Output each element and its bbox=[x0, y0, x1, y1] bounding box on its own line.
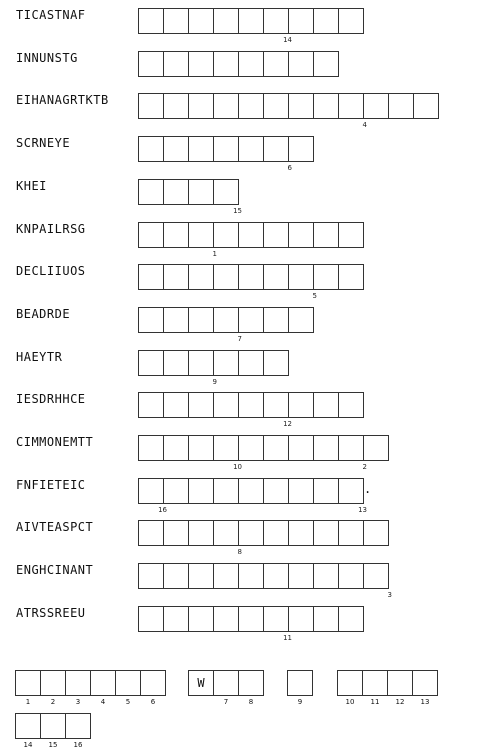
letter-box[interactable] bbox=[288, 606, 314, 632]
letter-box[interactable] bbox=[138, 435, 164, 461]
letter-box[interactable] bbox=[313, 606, 339, 632]
letter-box[interactable] bbox=[188, 520, 214, 546]
box-number: 8 bbox=[248, 698, 254, 706]
letter-box[interactable] bbox=[163, 392, 189, 418]
answer-word-group bbox=[287, 670, 313, 706]
letter-box[interactable] bbox=[313, 563, 339, 589]
letter-box[interactable] bbox=[188, 350, 217, 386]
answer-boxes bbox=[138, 136, 314, 173]
letter-box[interactable] bbox=[188, 264, 214, 290]
letter-box[interactable] bbox=[138, 93, 164, 119]
letter-box[interactable] bbox=[338, 478, 367, 514]
letter-box[interactable] bbox=[188, 51, 214, 77]
letter-box[interactable] bbox=[363, 520, 389, 546]
final-letter-box[interactable] bbox=[238, 670, 264, 706]
answer-boxes bbox=[138, 222, 364, 258]
letter-box[interactable] bbox=[238, 136, 264, 162]
scrambled-word: HAEYTR bbox=[16, 349, 63, 364]
letter-box[interactable] bbox=[213, 307, 242, 343]
box-number: 1 bbox=[25, 698, 31, 706]
final-letter-box[interactable] bbox=[15, 670, 41, 706]
box-number: 6 bbox=[287, 164, 292, 173]
letter-box[interactable] bbox=[138, 520, 164, 546]
letter-box[interactable] bbox=[238, 392, 264, 418]
letter-box[interactable] bbox=[138, 179, 164, 205]
letter-box[interactable] bbox=[263, 478, 289, 504]
letter-box[interactable] bbox=[288, 478, 314, 504]
letter-box[interactable] bbox=[263, 307, 289, 333]
final-letter-box[interactable] bbox=[40, 670, 66, 706]
answer-boxes bbox=[138, 563, 392, 600]
letter-box[interactable] bbox=[163, 350, 189, 376]
letter-box[interactable] bbox=[188, 563, 214, 589]
letter-box[interactable] bbox=[138, 51, 164, 77]
final-letter-box[interactable] bbox=[362, 670, 388, 706]
answer-boxes bbox=[138, 520, 389, 557]
scrambled-word: BEADRDE bbox=[16, 306, 71, 321]
box-number: 5 bbox=[312, 292, 317, 301]
final-letter-box[interactable] bbox=[337, 670, 363, 706]
letter-box[interactable] bbox=[213, 563, 239, 589]
answer-word-group bbox=[15, 713, 91, 749]
letter-box[interactable] bbox=[213, 478, 239, 504]
letter-box[interactable] bbox=[263, 606, 292, 642]
final-letter-box[interactable] bbox=[40, 713, 66, 749]
answer-word-group bbox=[337, 670, 438, 706]
letter-box[interactable] bbox=[238, 563, 264, 589]
letter-box[interactable] bbox=[188, 435, 214, 461]
scrambled-word: CIMMONEMTT bbox=[16, 435, 94, 449]
box-number: 13 bbox=[420, 698, 430, 706]
letter-box[interactable] bbox=[188, 8, 214, 34]
box-number: 9 bbox=[297, 698, 303, 706]
letter-box[interactable] bbox=[263, 435, 289, 461]
letter-box[interactable] bbox=[263, 51, 289, 77]
letter-box[interactable] bbox=[238, 222, 264, 248]
scrambled-word: KHEI bbox=[16, 178, 47, 193]
letter-box[interactable] bbox=[138, 307, 164, 333]
final-letter-box[interactable] bbox=[412, 670, 438, 706]
letter-box[interactable] bbox=[163, 435, 189, 461]
letter-box[interactable] bbox=[288, 8, 314, 34]
letter-box[interactable] bbox=[338, 93, 367, 130]
letter-box[interactable] bbox=[213, 222, 239, 248]
letter-box[interactable] bbox=[288, 520, 314, 546]
answer-word-group bbox=[188, 670, 264, 706]
answer-boxes bbox=[138, 478, 367, 514]
final-letter-box[interactable] bbox=[65, 670, 91, 706]
letter-box[interactable] bbox=[138, 222, 164, 248]
scrambled-word: INNUNSTG bbox=[16, 50, 78, 65]
box-number: 2 bbox=[50, 698, 56, 706]
box-number: 11 bbox=[370, 698, 380, 706]
final-letter-box[interactable] bbox=[115, 670, 141, 706]
letter-box[interactable] bbox=[288, 563, 314, 589]
letter-box[interactable] bbox=[238, 8, 264, 34]
letter-box[interactable] bbox=[313, 8, 339, 34]
letter-box[interactable] bbox=[213, 93, 239, 119]
letter-box[interactable] bbox=[138, 392, 164, 418]
letter-box[interactable] bbox=[213, 606, 239, 632]
letter-box[interactable] bbox=[388, 93, 414, 119]
letter-box[interactable] bbox=[263, 8, 292, 44]
box-number: 10 bbox=[233, 463, 242, 471]
letter-box[interactable] bbox=[138, 478, 167, 514]
letter-box[interactable] bbox=[313, 51, 339, 77]
letter-box[interactable] bbox=[338, 8, 364, 34]
final-letter-box[interactable] bbox=[65, 713, 91, 749]
scrambled-word: DECLIIUOS bbox=[16, 264, 86, 279]
letter-box[interactable] bbox=[363, 563, 392, 600]
box-number: 11 bbox=[283, 633, 292, 642]
box-number: 4 bbox=[100, 698, 106, 706]
letter-box[interactable] bbox=[338, 264, 364, 290]
scrambled-word: AIVTEASPCT bbox=[16, 520, 94, 535]
box-number: 14 bbox=[283, 36, 292, 44]
letter-box[interactable] bbox=[188, 93, 214, 119]
letter-box[interactable] bbox=[163, 179, 189, 205]
letter-box[interactable] bbox=[213, 51, 239, 77]
letter-box[interactable] bbox=[238, 478, 264, 504]
answer-boxes bbox=[138, 264, 364, 301]
box-number: 12 bbox=[283, 420, 292, 429]
answer-boxes bbox=[138, 392, 364, 429]
final-letter-box[interactable] bbox=[90, 670, 116, 706]
letter-box[interactable] bbox=[238, 606, 264, 632]
letter-box[interactable] bbox=[163, 307, 189, 333]
letter-box[interactable] bbox=[263, 93, 289, 119]
final-letter-box[interactable] bbox=[387, 670, 413, 706]
letter-box[interactable] bbox=[338, 606, 364, 632]
letter-box[interactable] bbox=[338, 563, 364, 589]
scrambled-word: ENGHCINANT bbox=[16, 563, 94, 578]
final-letter-box[interactable] bbox=[188, 670, 214, 696]
letter-box[interactable] bbox=[238, 435, 264, 461]
letter-box[interactable] bbox=[313, 392, 339, 418]
letter-box[interactable] bbox=[213, 179, 242, 215]
answer-boxes bbox=[138, 307, 314, 343]
box-number: 6 bbox=[150, 698, 156, 706]
box-number: 16 bbox=[73, 741, 83, 749]
letter-box[interactable] bbox=[163, 520, 189, 546]
letter-box[interactable] bbox=[163, 264, 189, 290]
letter-box[interactable] bbox=[238, 51, 264, 77]
dot-mark: . bbox=[364, 481, 372, 496]
box-number: 4 bbox=[362, 121, 367, 130]
box-number: 3 bbox=[387, 591, 392, 600]
scrambled-word: IESDRHHCE bbox=[16, 392, 86, 407]
letter-box[interactable] bbox=[288, 392, 314, 418]
answer-boxes bbox=[138, 606, 364, 642]
final-letter-box[interactable] bbox=[15, 713, 41, 749]
letter-box[interactable] bbox=[313, 93, 339, 119]
answer-word-group bbox=[15, 670, 166, 706]
letter-box[interactable] bbox=[263, 350, 289, 376]
letter-box[interactable] bbox=[163, 606, 189, 632]
letter-box[interactable] bbox=[163, 136, 189, 162]
letter-box[interactable] bbox=[188, 392, 214, 418]
letter-box[interactable] bbox=[363, 93, 389, 119]
letter-box[interactable] bbox=[188, 307, 214, 333]
letter-box[interactable] bbox=[163, 478, 189, 504]
final-letter-box[interactable] bbox=[213, 670, 239, 706]
letter-box[interactable] bbox=[338, 392, 364, 418]
final-letter-box[interactable] bbox=[140, 670, 166, 706]
letter-box[interactable] bbox=[263, 563, 289, 589]
box-number: 5 bbox=[125, 698, 131, 706]
letter-box[interactable] bbox=[213, 8, 239, 34]
letter-box[interactable] bbox=[288, 51, 314, 77]
letter-box[interactable] bbox=[338, 222, 364, 248]
answer-boxes bbox=[138, 435, 389, 471]
letter-box[interactable] bbox=[213, 350, 239, 376]
letter-box[interactable] bbox=[188, 136, 214, 162]
final-letter-box[interactable] bbox=[287, 670, 313, 706]
box-number: 1 bbox=[212, 249, 217, 258]
box-number: 14 bbox=[23, 741, 33, 749]
letter-box[interactable] bbox=[163, 8, 189, 34]
box-number: 15 bbox=[48, 741, 58, 749]
answer-boxes bbox=[138, 8, 364, 44]
letter-box[interactable] bbox=[138, 563, 164, 589]
box-number: 9 bbox=[212, 377, 217, 386]
letter-box[interactable] bbox=[238, 93, 264, 119]
letter-box[interactable] bbox=[213, 392, 239, 418]
letter-box[interactable] bbox=[338, 520, 364, 546]
scrambled-word: FNFIETEIC bbox=[16, 477, 86, 492]
letter-box[interactable] bbox=[313, 264, 339, 290]
answer-boxes bbox=[138, 93, 439, 130]
letter-box[interactable] bbox=[263, 222, 289, 248]
box-number: 10 bbox=[345, 698, 355, 706]
answer-boxes bbox=[138, 179, 242, 215]
letter-box[interactable] bbox=[138, 264, 164, 290]
letter-box[interactable] bbox=[313, 520, 339, 546]
box-number: 7 bbox=[223, 698, 229, 706]
box-number: 12 bbox=[395, 698, 405, 706]
letter-box[interactable] bbox=[313, 435, 339, 461]
letter-box[interactable] bbox=[138, 8, 164, 34]
box-number: 16 bbox=[158, 505, 167, 514]
box-number: 7 bbox=[237, 334, 242, 343]
scrambled-word: EIHANAGRTKTB bbox=[16, 93, 109, 108]
letter-box[interactable] bbox=[188, 179, 214, 205]
letter-box[interactable] bbox=[238, 350, 264, 376]
letter-box[interactable] bbox=[213, 435, 242, 471]
letter-box[interactable] bbox=[163, 222, 189, 248]
letter-box[interactable] bbox=[238, 520, 264, 546]
letter-box[interactable] bbox=[263, 136, 292, 173]
letter-box[interactable] bbox=[313, 222, 339, 248]
box-number: 8 bbox=[237, 548, 242, 557]
letter-box[interactable] bbox=[188, 478, 214, 504]
letter-box[interactable] bbox=[138, 350, 164, 376]
letter-box[interactable] bbox=[138, 136, 164, 162]
scrambled-word: KNPAILRSG bbox=[16, 221, 86, 236]
letter-box[interactable] bbox=[188, 222, 217, 258]
scrambled-word: TICASTNAF bbox=[16, 8, 86, 22]
letter-box[interactable] bbox=[363, 435, 389, 461]
letter-box[interactable] bbox=[163, 563, 189, 589]
letter-box[interactable] bbox=[288, 93, 314, 119]
letter-box[interactable] bbox=[238, 307, 264, 333]
box-number: 13 bbox=[358, 505, 367, 514]
letter-box[interactable] bbox=[313, 478, 339, 504]
scrambled-word: SCRNEYE bbox=[16, 136, 71, 151]
letter-box[interactable] bbox=[163, 51, 189, 77]
box-number: 3 bbox=[75, 698, 81, 706]
letter-box[interactable] bbox=[288, 264, 317, 301]
letter-box[interactable] bbox=[263, 392, 292, 429]
letter-box[interactable] bbox=[213, 264, 239, 290]
box-number: 2 bbox=[362, 463, 367, 471]
letter-box[interactable] bbox=[338, 435, 367, 471]
letter-box[interactable] bbox=[288, 136, 314, 162]
letter-box[interactable] bbox=[163, 93, 189, 119]
answer-boxes bbox=[138, 350, 289, 386]
letter-box[interactable] bbox=[213, 520, 242, 557]
given-letter: W bbox=[197, 676, 205, 690]
letter-box[interactable] bbox=[213, 136, 239, 162]
letter-box[interactable] bbox=[188, 606, 214, 632]
letter-box[interactable] bbox=[138, 606, 164, 632]
answer-boxes bbox=[138, 51, 339, 77]
box-number: 15 bbox=[233, 206, 242, 215]
letter-box[interactable] bbox=[288, 307, 314, 333]
letter-box[interactable] bbox=[263, 520, 289, 546]
scrambled-word: ATRSSREEU bbox=[16, 605, 86, 620]
letter-box[interactable] bbox=[238, 264, 264, 290]
letter-box[interactable] bbox=[413, 93, 439, 119]
letter-box[interactable] bbox=[263, 264, 289, 290]
letter-box[interactable] bbox=[288, 222, 314, 248]
letter-box[interactable] bbox=[288, 435, 314, 461]
